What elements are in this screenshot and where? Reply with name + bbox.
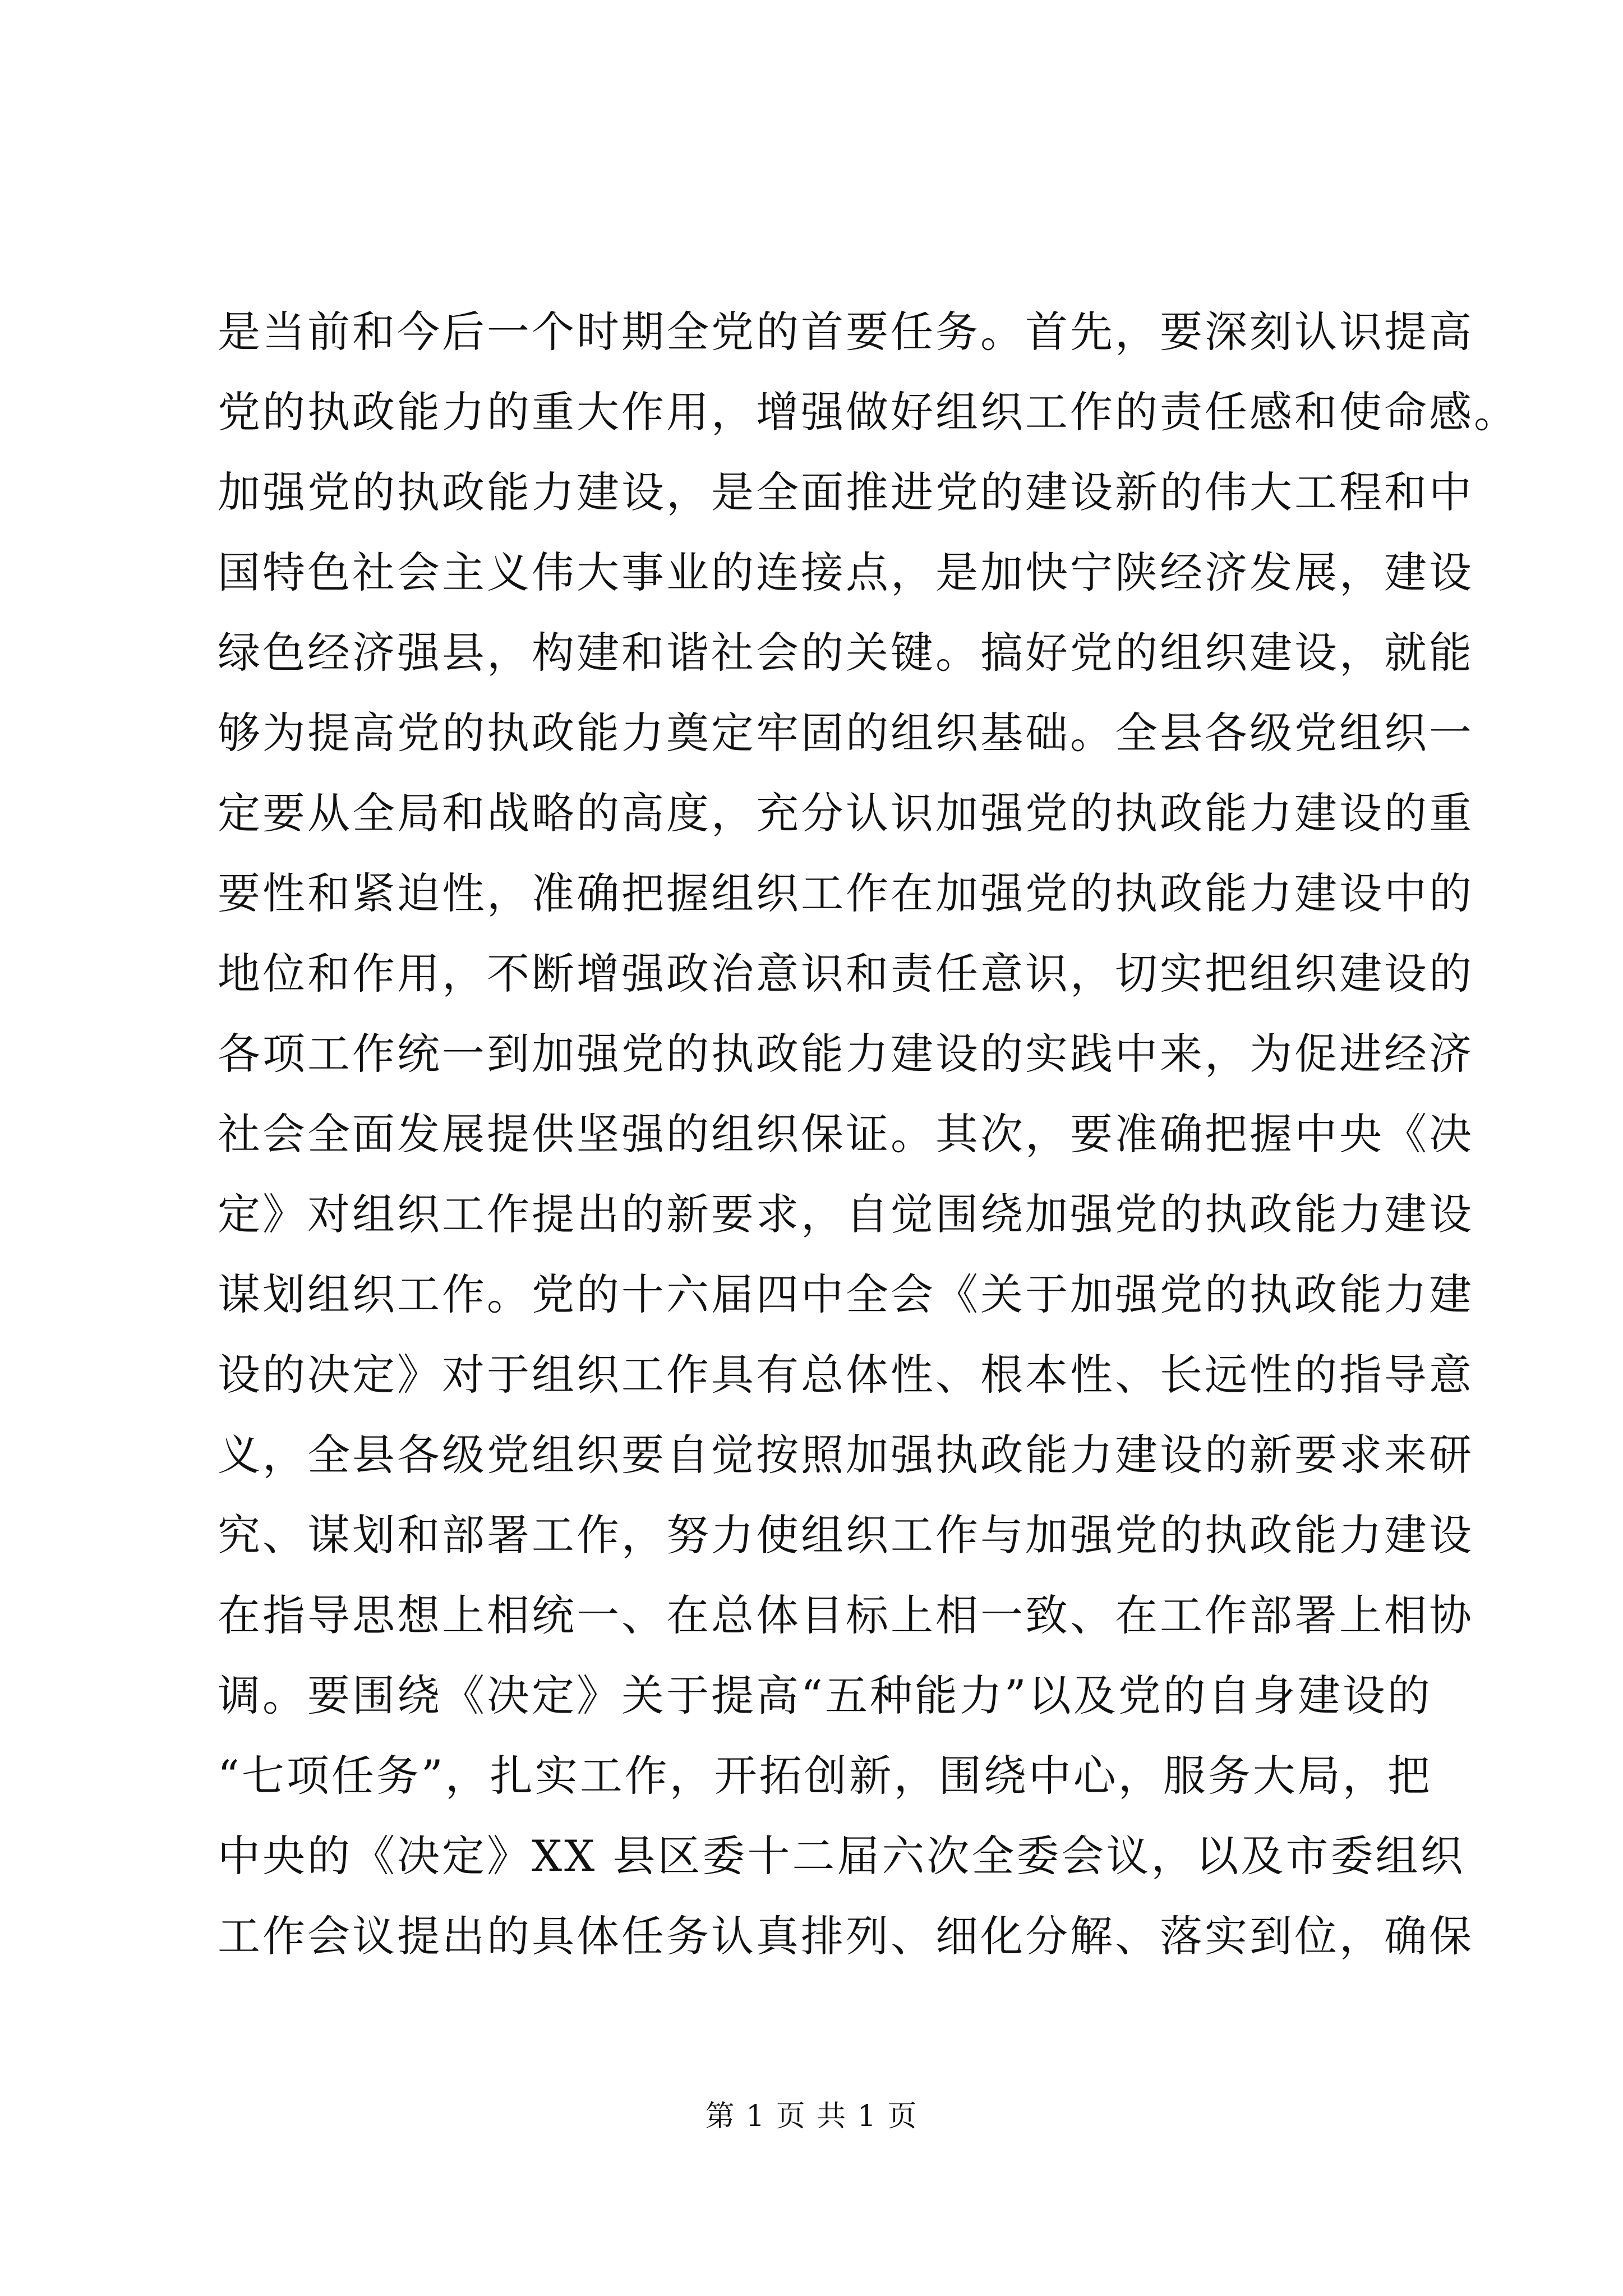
text-line: 定要从全局和战略的高度，充分认识加强党的执政能力建设的重 [218, 788, 1474, 838]
text-line: 调。要围绕《决定》关于提高“五种能力”以及党的自身建设的 [218, 1671, 1432, 1720]
text-line: 够为提高党的执政能力奠定牢固的组织基础。全县各级党组织一 [218, 708, 1474, 758]
text-line: 义，全县各级党组织要自觉按照加强执政能力建设的新要求来研 [218, 1430, 1474, 1480]
text-line: 工作会议提出的具体任务认真排列、细化分解、落实到位，确保 [218, 1911, 1474, 1961]
text-line: 设的决定》对于组织工作具有总体性、根本性、长远性的指导意 [218, 1350, 1474, 1400]
text-line: 党的执政能力的重大作用，增强做好组织工作的责任感和使命感。 [218, 387, 1519, 437]
text-line: 究、谋划和部署工作，努力使组织工作与加强党的执政能力建设 [218, 1510, 1474, 1560]
text-line: 在指导思想上相统一、在总体目标上相一致、在工作部署上相协 [218, 1590, 1474, 1640]
text-line: 各项工作统一到加强党的执政能力建设的实践中来，为促进经济 [218, 1029, 1474, 1079]
text-line: 要性和紧迫性，准确把握组织工作在加强党的执政能力建设中的 [218, 868, 1474, 918]
text-line: 谋划组织工作。党的十六届四中全会《关于加强党的执政能力建 [218, 1269, 1474, 1319]
text-line: 地位和作用，不断增强政治意识和责任意识，切实把组织建设的 [218, 949, 1474, 999]
text-line: 是当前和今后一个时期全党的首要任务。首先，要深刻认识提高 [218, 307, 1474, 357]
text-line: 社会全面发展提供坚强的组织保证。其次，要准确把握中央《决 [218, 1109, 1474, 1159]
text-line: “七项任务”，扎实工作，开拓创新，围绕中心，服务大局，把 [218, 1751, 1432, 1801]
page-number-label: 第 1 页 共 1 页 [705, 2100, 918, 2133]
page-footer [0, 2097, 1623, 2136]
text-line: 加强党的执政能力建设，是全面推进党的建设新的伟大工程和中 [218, 467, 1474, 517]
text-line: 定》对组织工作提出的新要求，自觉围绕加强党的执政能力建设 [218, 1189, 1474, 1239]
text-line: 国特色社会主义伟大事业的连接点，是加快宁陕经济发展，建设 [218, 547, 1474, 597]
text-line: 绿色经济强县，构建和谐社会的关键。搞好党的组织建设，就能 [218, 628, 1474, 678]
body-text [218, 292, 1519, 1976]
text-line: 中央的《决定》XX 县区委十二届六次全委会议，以及市委组织 [218, 1831, 1465, 1881]
